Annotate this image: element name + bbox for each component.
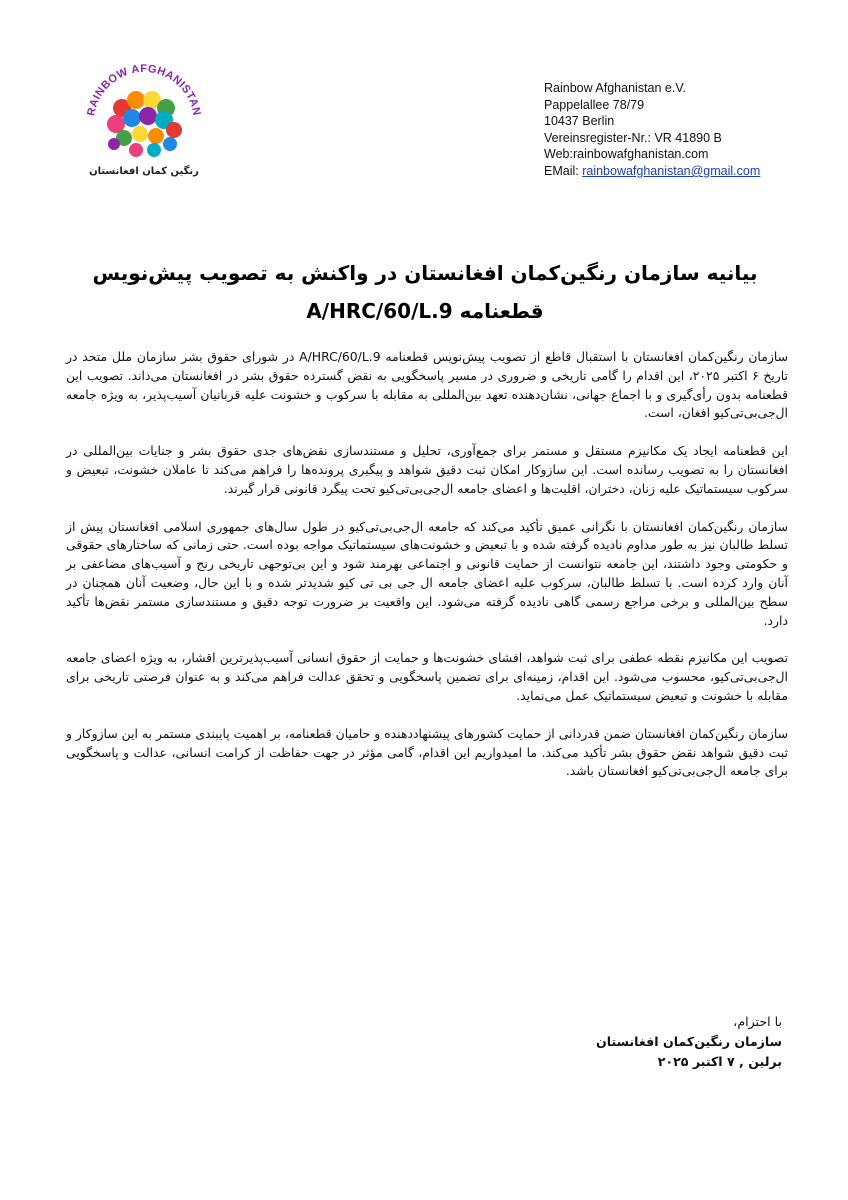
- email-link[interactable]: rainbowafghanistan@gmail.com: [582, 163, 761, 178]
- logo-arc-text: RAINBOW AFGHANISTAN: [85, 63, 203, 117]
- place-date: برلین , ۷ اکتبر ۲۰۲۵: [657, 1054, 782, 1069]
- organization-logo: [76, 50, 212, 186]
- register-number: Vereinsregister-Nr.: VR 41890 B: [544, 130, 722, 145]
- letterhead-address: [544, 80, 834, 180]
- website-link[interactable]: rainbowafghanistan.com: [572, 147, 709, 162]
- paragraph: سازمان رنگین‌کمان افغانستان با استقبال قاطع از تصویب پیش‌نویس قطعنامه A/HRC/60/L.9 در شورای حقوق بشر سازمان ملل متحد در تاریخ ۶ اکتبر ۲۰۲۵، این اقدام را گامی تاریخی و ضروری در مسیر پاسخگویی به نقض گسترده حقوق بشر در افغانستان می‌داند. تصویب این قطعنامه بدون رأی‌گیری و با اجماع جهانی، نشان‌دهنده تعهد بین‌المللی به مقابله با سرکوب و خشونت علیه قربانیان آسیب‌پذیر، به ویژه جامعه ال‌جی‌بی‌تی‌کیو افغان، است.: [66, 349, 788, 421]
- signature-block: [382, 1012, 782, 1072]
- regards-line: با احترام،: [733, 1014, 782, 1029]
- web-label: Web:: [544, 147, 573, 162]
- title-line-1: بیانیه سازمان رنگین‌کمان افغانستان در واکنش به تصویب پیش‌نویس: [92, 261, 758, 285]
- signature-org: سازمان رنگین‌کمان افغانستان: [596, 1034, 782, 1049]
- city-postal: 10437 Berlin: [544, 114, 615, 129]
- org-name: Rainbow Afghanistan e.V.: [544, 81, 687, 95]
- rainbow-hands-logo-graphic: [76, 50, 212, 186]
- logo-subtitle: رنگین کمان افغانستان: [89, 166, 199, 177]
- paragraph: تصویب این مکانیزم نقطه عطفی برای ثبت شواهد، افشای خشونت‌ها و حمایت از حقوق انسانی آسیب‌پذیرترین اقشار، به ویژه اعضای جامعه ال‌جی‌بی‌تی‌کیو، محسوب می‌شود. این اقدام، زمینه‌ای برای تضمین پاسخگویی و تحقق عدالت فراهم می‌کند و به عنوان فرصتی تاریخی برای مقابله با خشونت و تبعیض سیستماتیک عمل می‌نماید.: [66, 650, 788, 703]
- web-line: [544, 146, 834, 163]
- statement-title: [60, 254, 790, 330]
- paragraph: این قطعنامه ایجاد یک مکانیزم مستقل و مستمر برای جمع‌آوری، تحلیل و مستندسازی نقض‌های جدی حقوق بشر و جنایات بین‌المللی در افغانستان را به تصویب رسانده است. این سازوکار امکان ثبت دقیق شواهد و پیگیری پرونده‌ها را فراهم می‌کند تا عاملان خشونت، تبعیض و سرکوب سیستماتیک علیه زنان، دختران، اقلیت‌ها و اعضای جامعه ال‌جی‌بی‌تی‌کیو تحت پیگرد قانونی قرار گیرند.: [66, 443, 788, 496]
- paragraph: سازمان رنگین‌کمان افغانستان ضمن قدردانی از حمایت کشورهای پیشنهاددهنده و حامیان قطعنامه، بر اهمیت پایبندی مستمر به این سازوکار و ثبت دقیق شواهد نقض حقوق بشر تأکید می‌کند. ما امیدواریم این اقدام، گامی مؤثر در جهت حفاظت از کرامت انسانی، عدالت و پاسخگویی برای جامعه ال‌جی‌بی‌تی‌کیو افغانستان باشد.: [66, 725, 788, 779]
- title-line-2: قطعنامه A/HRC/60/L.9: [306, 299, 544, 323]
- street-address: Pappelallee 78/79: [544, 97, 645, 112]
- email-line: [544, 163, 834, 180]
- email-label: EMail:: [544, 163, 583, 178]
- statement-body: [66, 348, 788, 800]
- paragraph: سازمان رنگین‌کمان افغانستان با نگرانی عمیق تأکید می‌کند که جامعه ال‌جی‌بی‌تی‌کیو در طول سال‌های جمهوری اسلامی افغانستان پیش از تسلط طالبان نیز به طور مداوم نادیده گرفته شده و با تبعیض و خشونت‌های سیستماتیک مواجه بوده است. حتی زمانی که ساختارهای حقوقی و حکومتی وجود داشتند، این جامعه نتوانست از حمایت قانونی و اجتماعی بهرمند شود و این بی‌توجهی تاریخی رنج و آسیب‌های مضاعفی بر آنان وارد کرده است. با تسلط طالبان، سرکوب علیه اعضای جامعه ال جی بی تی کیو شدیدتر شده و با این حال، وضعیت آنان همچنان در سطح بین‌المللی و برخی مراجع رسمی گاهی نادیده گرفته می‌شود. این واقعیت بر ضرورت توجه دقیق و مستندسازی مستمر نقض‌ها تأکید دارد.: [66, 518, 788, 628]
- colored-hands-icon: [107, 91, 182, 157]
